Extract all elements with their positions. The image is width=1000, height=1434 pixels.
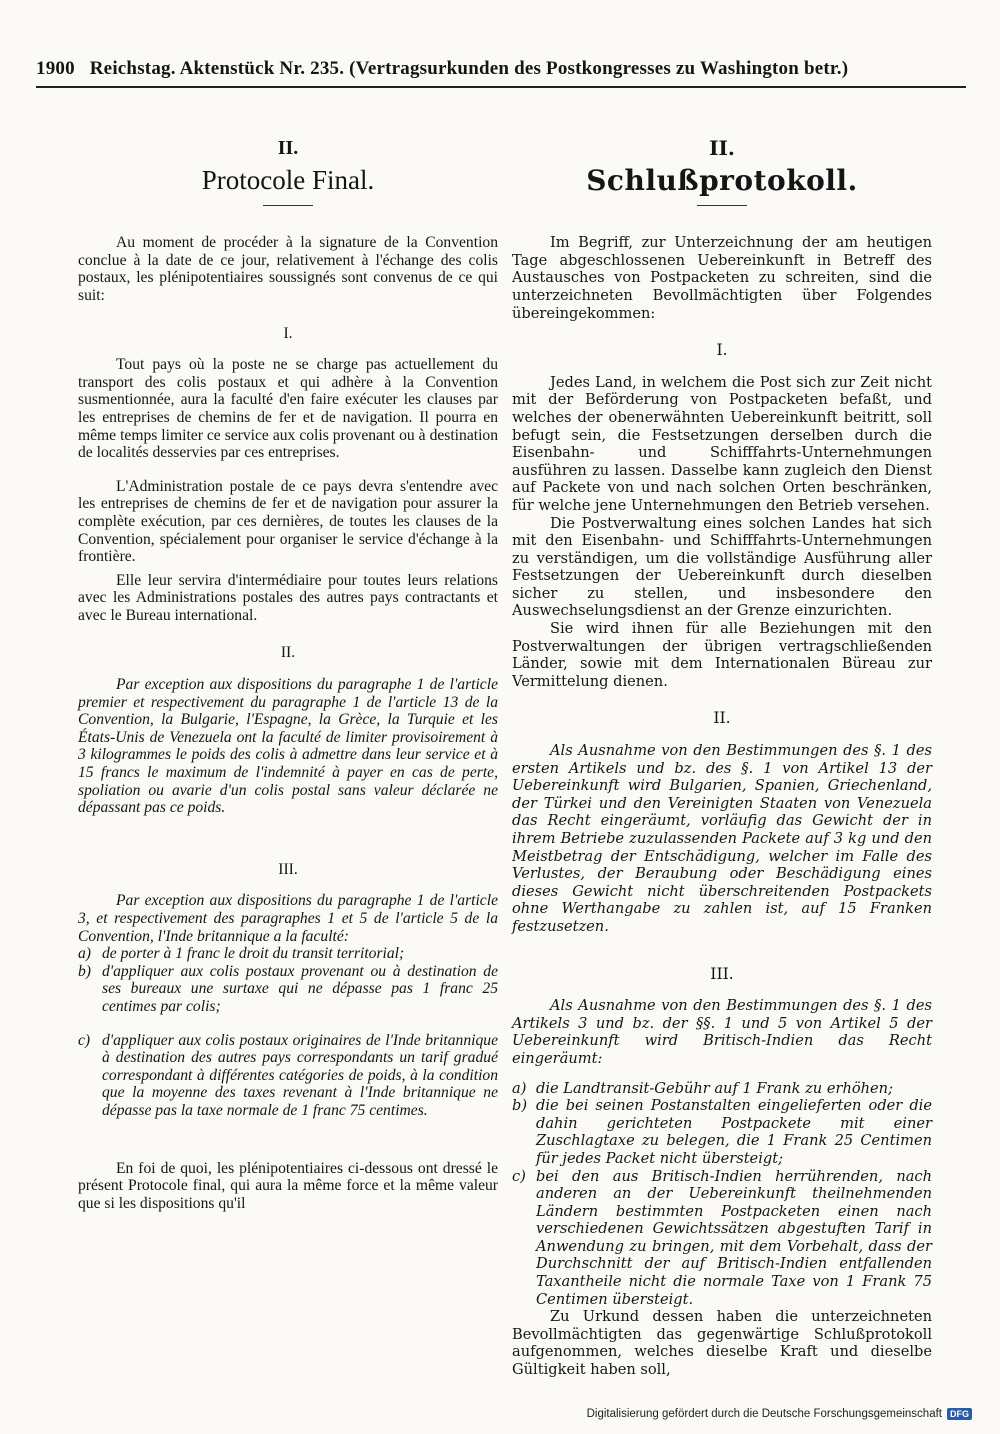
article-heading: II.: [713, 709, 731, 728]
title-rule: [263, 205, 313, 206]
article-heading: II.: [280, 644, 296, 662]
list-item: [78, 945, 498, 963]
title-rule: [697, 205, 747, 206]
article-list: [512, 1080, 932, 1309]
digitization-footer: [587, 1408, 972, 1420]
list-letter: a): [78, 945, 91, 963]
list-text: die bei seinen Postanstalten eingelieferten oder die dahin gerichteten Postpackete mit einer Zuschlagtaxe zu belegen, die 1 Frank 25 Centimen für jedes Packet nicht übersteigt;: [536, 1097, 932, 1167]
article-paragraph: Als Ausnahme von den Bestimmungen des §. 1 des ersten Artikels und bz. des §. 1 von Artikel 13 der Uebereinkunft wird Bulgarien, Spanien, Griechenland, der Türkei und den Vereinigten Staaten von Venezuela das Recht eingeräumt, vorläufig das Gewicht der in ihrem Betriebe zuzulassenden Packete auf 3 kg und den Meistbetrag der Entschädigung, welcher im Falle des Verlustes, der Beraubung oder Beschädigung eines dieses Gewicht nicht überschreitenden Postpackets ohne Werthangabe zu zahlen ist, auf 15 Franken festzusetzen.: [512, 742, 932, 935]
list-item: [512, 1097, 932, 1167]
section-number: II.: [709, 136, 735, 160]
article-paragraph: Elle leur servira d'intermédiaire pour toutes leurs relations avec les Administrations postales des autres pays contractants et avec le Bureau international.: [78, 571, 498, 624]
list-text: de porter à 1 franc le droit du transit territorial;: [102, 945, 405, 963]
german-column: [512, 136, 932, 1379]
list-text: die Landtransit-Gebühr auf 1 Frank zu erhöhen;: [536, 1079, 893, 1097]
list-item: [78, 1032, 498, 1120]
intro-paragraph: Au moment de procéder à la signature de la Convention conclue à la date de ce jour, relativement à l'échange des colis postaux, les plénipotentiaires soussignés sont convenus de ce qui suit:: [78, 234, 498, 304]
article-heading: III.: [278, 860, 298, 878]
dfg-logo: DFG: [947, 1408, 972, 1420]
list-text: d'appliquer aux colis postaux provenant ou à destination de ses bureaux une surtaxe qui ne dépasse pas 1 franc 25 centimes par colis;: [102, 962, 498, 1015]
article-paragraph: Par exception aux dispositions du paragraphe 1 de l'article premier et respectivement du paragraphe 1 de l'article 13 de la Convention, la Bulgarie, l'Espagne, la Grèce, la Turquie et les États-Unis de Venezuela ont la faculté de limiter provisoirement à 3 kilogrammes le poids des colis à admettre dans leur service et à 15 francs le maximum de l'indemnité à payer en cas de perte, spoliation ou avarie d'un colis postal sans valeur déclarée ne dépassant pas ce poids.: [78, 676, 498, 817]
intro-paragraph: Im Begriff, zur Unterzeichnung der am heutigen Tage abgeschlossenen Uebereinkunft in Betreff des Austausches von Postpacketen zu schreiten, sind die unterzeichneten Bevollmächtigten über Folgendes übereingekommen:: [512, 234, 932, 322]
list-item: [78, 963, 498, 1016]
article-paragraph: L'Administration postale de ce pays devra s'entendre avec les entreprises de chemins de fer et de navigation pour assurer la complète exécution, par ces dernières, de toutes les clauses de la Convention, spécialement pour organiser le service d'échange à la frontière.: [78, 477, 498, 566]
article-paragraph: Als Ausnahme von den Bestimmungen des §. 1 des Artikels 3 und bz. der §§. 1 und 5 von Artikel 5 der Uebereinkunft wird Britisch-Indien das Recht eingeräumt:: [512, 997, 932, 1067]
header-title: Reichstag. Aktenstück Nr. 235. (Vertragsurkunden des Postkongresses zu Washington betr.): [89, 58, 849, 79]
closing-paragraph: Zu Urkund dessen haben die unterzeichneten Bevollmächtigten das gegenwärtige Schlußprotokoll aufgenommen, welches dieselbe Kraft und dieselbe Gültigkeit haben soll,: [512, 1308, 932, 1379]
section-title: Schlußprotokoll.: [586, 163, 858, 197]
list-letter: c): [78, 1031, 91, 1049]
list-letter: c): [512, 1167, 526, 1185]
list-text: bei den aus Britisch-Indien herrührenden, nach anderen an der Uebereinkunft theilnehmenden Ländern bestimmten Postpacketen einen nach verschiedenen Gewichtssätzen abgestuften Tarif in Anwendung zu bringen, mit dem Vorbehalt, dass der Durchschnitt der auf Britisch-Indien entfallenden Taxantheile nicht die normale Taxe von 1 Frank 75 Centimen übersteigt.: [536, 1167, 932, 1308]
article-list: [78, 945, 498, 1119]
list-text: d'appliquer aux colis postaux originaires de l'Inde britannique à destination des autres pays correspondants un tarif gradué correspondant à différentes catégories de poids, à la condition que la moyenne des taxes revenant à l'Inde britannique ne dépasse pas la taxe normale de 1 franc 75 centimes.: [102, 1031, 498, 1119]
article-heading: I.: [283, 324, 293, 342]
article-paragraph: Sie wird ihnen für alle Beziehungen mit den Postverwaltungen der übrigen vertragschließenden Länder, sowie mit dem Internationalen Büreau zur Vermittelung dienen.: [512, 620, 932, 690]
article-paragraph: Die Postverwaltung eines solchen Landes hat sich mit den Eisenbahn- und Schifffahrts-Unternehmungen zu verständigen, um die vollständige Ausführung aller Festsetzungen der Uebereinkunft durch dieselben sicher zu stellen, und insbesondere den Auswechselungsdienst an der Grenze einzurichten.: [512, 514, 932, 620]
list-letter: b): [78, 962, 91, 980]
closing-paragraph: En foi de quoi, les plénipotentiaires ci-dessous ont dressé le présent Protocole final, qui aura la même force et la même valeur que si les dispositions qu'il: [78, 1159, 498, 1212]
page-number: 1900: [36, 58, 75, 79]
article-heading: III.: [710, 964, 734, 983]
footer-text: Digitalisierung gefördert durch die Deutsche Forschungsgemeinschaft: [586, 1408, 942, 1420]
french-column: [78, 137, 498, 1212]
list-letter: b): [512, 1097, 528, 1115]
list-item: [512, 1080, 932, 1098]
section-title: Protocole Final.: [201, 164, 375, 195]
article-paragraph: Tout pays où la poste ne se charge pas actuellement du transport des colis postaux et qui adhère à la Convention susmentionnée, aura la faculté d'en faire exécuter les clauses par les entreprises de chemins de fer et de navigation. Il pourra en même temps limiter ce service aux colis provenant ou à destination de localités desservies par ces entreprises.: [78, 356, 498, 462]
article-paragraph: Jedes Land, in welchem die Post sich zur Zeit nicht mit der Beförderung von Postpacketen befaßt, und welches der obenerwähnten Uebereinkunft beitritt, soll befugt sein, die Festsetzungen derselben durch die Eisenbahn- und Schifffahrts-Unternehmungen ausführen zu lassen. Dasselbe kann zugleich den Dienst auf Packete von und nach solchen Orten beschränken, für welche jene Unternehmungen den Betrieb versehen.: [512, 373, 932, 514]
article-heading: I.: [716, 341, 728, 360]
section-number: II.: [277, 137, 299, 159]
article-paragraph: Par exception aux dispositions du paragraphe 1 de l'article 3, et respectivement des paragraphes 1 et 5 de l'article 5 de la Convention, l'Inde britannique a la faculté:: [78, 892, 498, 945]
list-item: [512, 1168, 932, 1309]
running-header: [36, 58, 966, 88]
list-letter: a): [512, 1079, 527, 1097]
